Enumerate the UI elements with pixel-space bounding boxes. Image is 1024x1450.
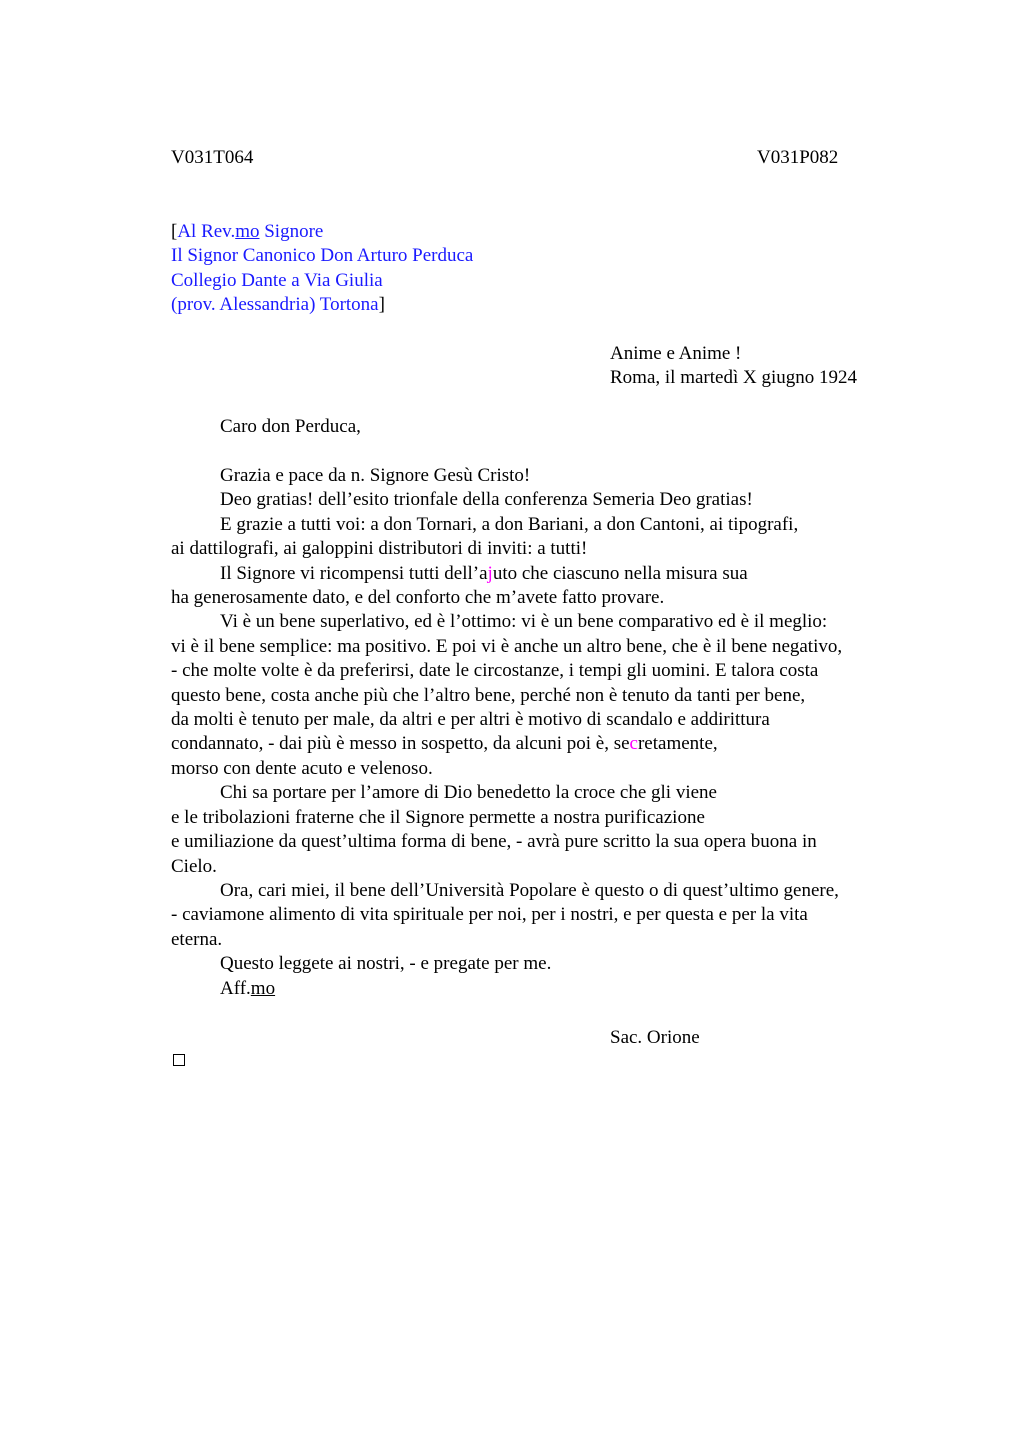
body-text-segment: Il Signore vi ricompensi tutti dell’a <box>220 562 488 584</box>
body-line: - che molte volte è da preferirsi, date le circostanze, i tempi gli uomini. E talora costa <box>171 660 819 682</box>
address-line-1 <box>171 220 473 244</box>
body-line: Chi sa portare per l’amore di Dio benedetto la croce che gli viene <box>220 782 717 804</box>
body-line: Vi è un bene superlativo, ed è l’ottimo: vi è un bene comparativo ed è il meglio: <box>220 611 828 633</box>
signature: Sac. Orione <box>610 1027 700 1048</box>
body-line: Cielo. <box>171 855 217 877</box>
body-line: E grazie a tutti voi: a don Tornari, a don Bariani, a don Cantoni, ai tipografi, <box>220 513 799 535</box>
body-line: e le tribolazioni fraterne che il Signore permette a nostra purificazione <box>171 806 705 828</box>
address-title-prefix: Al Rev. <box>177 221 236 242</box>
address-title-superscript: mo <box>235 221 260 242</box>
body-line <box>171 562 911 586</box>
body-text-segment: retamente, <box>637 733 718 755</box>
checkbox-box-icon <box>173 1054 185 1066</box>
open-bracket: [ <box>171 221 178 242</box>
closing-line <box>171 977 911 1001</box>
body-line: - caviamone alimento di vita spirituale per noi, per i nostri, e per questa e per la vita <box>171 904 808 926</box>
closing-prefix: Aff. <box>220 977 251 999</box>
body-line: ai dattilografi, ai galoppini distributori di inviti: a tutti! <box>171 538 588 560</box>
body-line: ha generosamente dato, e del conforto che m’avete fatto provare. <box>171 587 665 609</box>
document-code-right: V031P082 <box>757 147 839 168</box>
address-line-4 <box>171 293 473 317</box>
address-line-3: Collegio Dante a Via Giulia <box>171 269 383 291</box>
body-line: e umiliazione da quest’ultima forma di bene, - avrà pure scritto la sua opera buona in <box>171 831 817 853</box>
address-block <box>171 220 473 318</box>
body-line: Deo gratias! dell’esito trionfale della conferenza Semeria Deo gratias! <box>220 489 753 511</box>
motto: Anime e Anime ! <box>610 343 742 364</box>
document-code-left: V031T064 <box>171 147 254 168</box>
highlighted-letter: c <box>629 733 638 755</box>
close-bracket: ] <box>378 294 385 316</box>
body-line: morso con dente acuto e velenoso. <box>171 757 433 779</box>
body-line: da molti è tenuto per male, da altri e per altri è motivo di scandalo e addirittura <box>171 709 770 731</box>
body-text-segment: uto che ciascuno nella misura sua <box>492 562 748 584</box>
salutation: Caro don Perduca, <box>220 416 361 437</box>
address-city: (prov. Alessandria) Tortona <box>171 294 379 316</box>
highlighted-letter: j <box>487 562 493 584</box>
body-line: Questo leggete ai nostri, - e pregate per me. <box>220 953 552 975</box>
body-line: eterna. <box>171 928 223 950</box>
address-title-suffix: Signore <box>259 221 324 242</box>
body-line <box>171 732 911 756</box>
letter-body <box>171 464 911 1001</box>
body-line: Grazia e pace da n. Signore Gesù Cristo! <box>220 465 531 486</box>
body-line: vi è il bene semplice: ma positivo. E poi vi è anche un altro bene, che è il bene negativo, <box>171 635 843 657</box>
dateline <box>610 342 857 391</box>
place-date: Roma, il martedì X giugno 1924 <box>610 367 857 389</box>
address-line-2: Il Signor Canonico Don Arturo Perduca <box>171 245 474 267</box>
body-line: questo bene, costa anche più che l’altro bene, perché non è tenuto da tanti per bene, <box>171 684 806 706</box>
body-line: Ora, cari miei, il bene dell’Università Popolare è questo o di quest’ultimo genere, <box>220 879 839 901</box>
body-text-segment: condannato, - dai più è messo in sospetto, da alcuni poi è, se <box>171 733 630 755</box>
closing-superscript: mo <box>250 977 276 999</box>
